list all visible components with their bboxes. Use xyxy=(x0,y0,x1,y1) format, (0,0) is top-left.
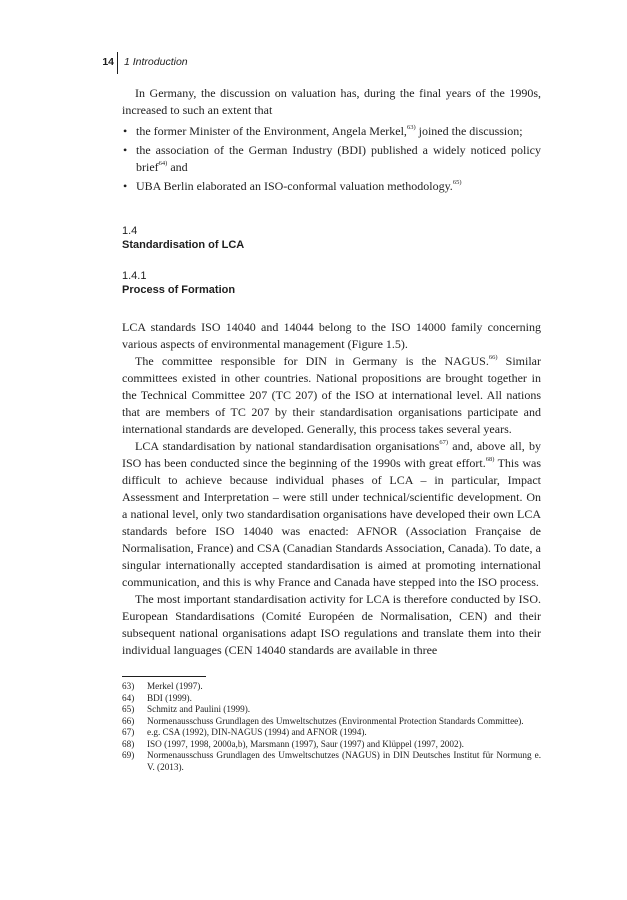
footnote xyxy=(122,727,541,739)
footnote xyxy=(122,716,541,728)
body-paragraph xyxy=(122,353,541,438)
running-chapter-title: 1 Introduction xyxy=(124,56,188,68)
footnote-divider xyxy=(122,676,206,677)
list-item-text-end: joined the discussion; xyxy=(415,124,523,138)
body-paragraph: The most important standardisation activity for LCA is therefore conducted by ISO. European Standardisations (Comité Européen de Normalisation, CEN) and their subsequent national organisations adapt ISO regulations and translate them into their individual languages (CEN 14040 standards are available in three xyxy=(122,592,541,657)
list-item-text: the association of the German Industry (BDI) published a widely noticed policy brief xyxy=(136,143,541,174)
header-divider xyxy=(117,52,118,74)
footnote xyxy=(122,704,541,716)
body-paragraph xyxy=(122,438,541,591)
footnote-number: 66) xyxy=(122,715,135,726)
footnote xyxy=(122,750,541,773)
running-header xyxy=(0,52,627,76)
footnote-ref[interactable]: 68) xyxy=(485,456,495,463)
footnote-text: BDI (1999). xyxy=(147,692,192,703)
footnote-text: Merkel (1997). xyxy=(147,681,203,691)
footnote xyxy=(122,739,541,751)
body-text xyxy=(122,319,541,659)
body-paragraph: LCA standards ISO 14040 and 14044 belong to the ISO 14000 family concerning various aspects of environmental management (Figure 1.5). xyxy=(122,320,541,351)
footnote-ref[interactable]: 65) xyxy=(452,179,462,186)
list-item xyxy=(122,142,541,176)
footnote-ref[interactable]: 66) xyxy=(488,354,498,361)
page-number: 14 xyxy=(102,56,114,68)
footnote-ref[interactable]: 64) xyxy=(158,160,168,167)
paragraph-text: and, above all, by ISO has been conducted since the beginning of the 1990s with great effort. xyxy=(122,439,541,470)
section-heading xyxy=(122,224,541,252)
footnote-number: 64) xyxy=(122,692,135,703)
footnote xyxy=(122,693,541,705)
footnote-text: Normenausschuss Grundlagen des Umweltschutzes (NAGUS) in DIN Deutsches Institut für Normung e. V. (2013). xyxy=(147,750,541,772)
bullet-list xyxy=(122,123,541,195)
paragraph-text: LCA standardisation by national standardisation organisations xyxy=(135,439,440,453)
list-item-text: the former Minister of the Environment, Angela Merkel, xyxy=(136,124,407,138)
bullet-marker: • xyxy=(123,124,128,138)
footnote-ref[interactable]: 67) xyxy=(439,439,448,446)
paragraph-text: The committee responsible for DIN in Germany is the NAGUS. xyxy=(135,354,489,368)
list-item xyxy=(122,178,541,195)
paragraph-text: Similar committees existed in other countries. National propositions are brought together in the Technical Committee 207 (TC 207) of the ISO at international level. All nations that are members of TC 207 by their standardisation organisations participate and international standards are developed. Generally, this process takes several years. xyxy=(122,354,541,436)
footnote xyxy=(122,681,541,693)
subsection-heading xyxy=(122,269,541,297)
footnote-number: 69) xyxy=(122,750,135,760)
footnote-text: e.g. CSA (1992), DIN-NAGUS (1994) and AFNOR (1994). xyxy=(147,727,367,737)
section-number: 1.4 xyxy=(122,225,138,237)
bullet-marker: • xyxy=(123,179,128,193)
paragraph-text: This was difficult to achieve because individual phases of LCA – in particular, Impact Assessment and Interpretation – were still under technical/scientific development. On a national level, only two standardisation organisations have developed their own LCA standards before ISO 14040 was enacted: AFNOR (Association Française de Normalisation, France) and CSA (Canadian Standards Association, Canada). To date, a singular internationally accepted standardisation is aimed at promoting international communication, and this is why France and Canada have stepped into the ISO process. xyxy=(122,456,542,589)
list-item xyxy=(122,123,541,140)
footnote-text: Normenausschuss Grundlagen des Umweltschutzes (Environmental Protection Standards Committee). xyxy=(147,715,524,726)
list-item-text: UBA Berlin elaborated an ISO-conformal valuation methodology. xyxy=(136,179,453,193)
section-title: Standardisation of LCA xyxy=(122,239,245,251)
list-item-text-end: and xyxy=(167,160,188,174)
intro-paragraph: In Germany, the discussion on valuation has, during the final years of the 1990s, increased to such an extent that xyxy=(122,86,541,117)
subsection-number: 1.4.1 xyxy=(122,270,147,282)
subsection-title: Process of Formation xyxy=(122,284,236,296)
footnote-text: Schmitz and Paulini (1999). xyxy=(147,704,251,714)
footnote-number: 63) xyxy=(122,681,135,691)
footnote-number: 67) xyxy=(122,727,135,737)
footnote-number: 65) xyxy=(122,704,135,714)
footnote-text: ISO (1997, 1998, 2000a,b), Marsmann (1997), Saur (1997) and Klüppel (1997, 2002). xyxy=(147,738,464,749)
bullet-marker: • xyxy=(123,143,128,157)
footnote-number: 68) xyxy=(122,738,135,749)
footnote-ref[interactable]: 63) xyxy=(406,124,416,131)
main-text-block xyxy=(122,85,541,659)
footnotes xyxy=(122,676,541,773)
